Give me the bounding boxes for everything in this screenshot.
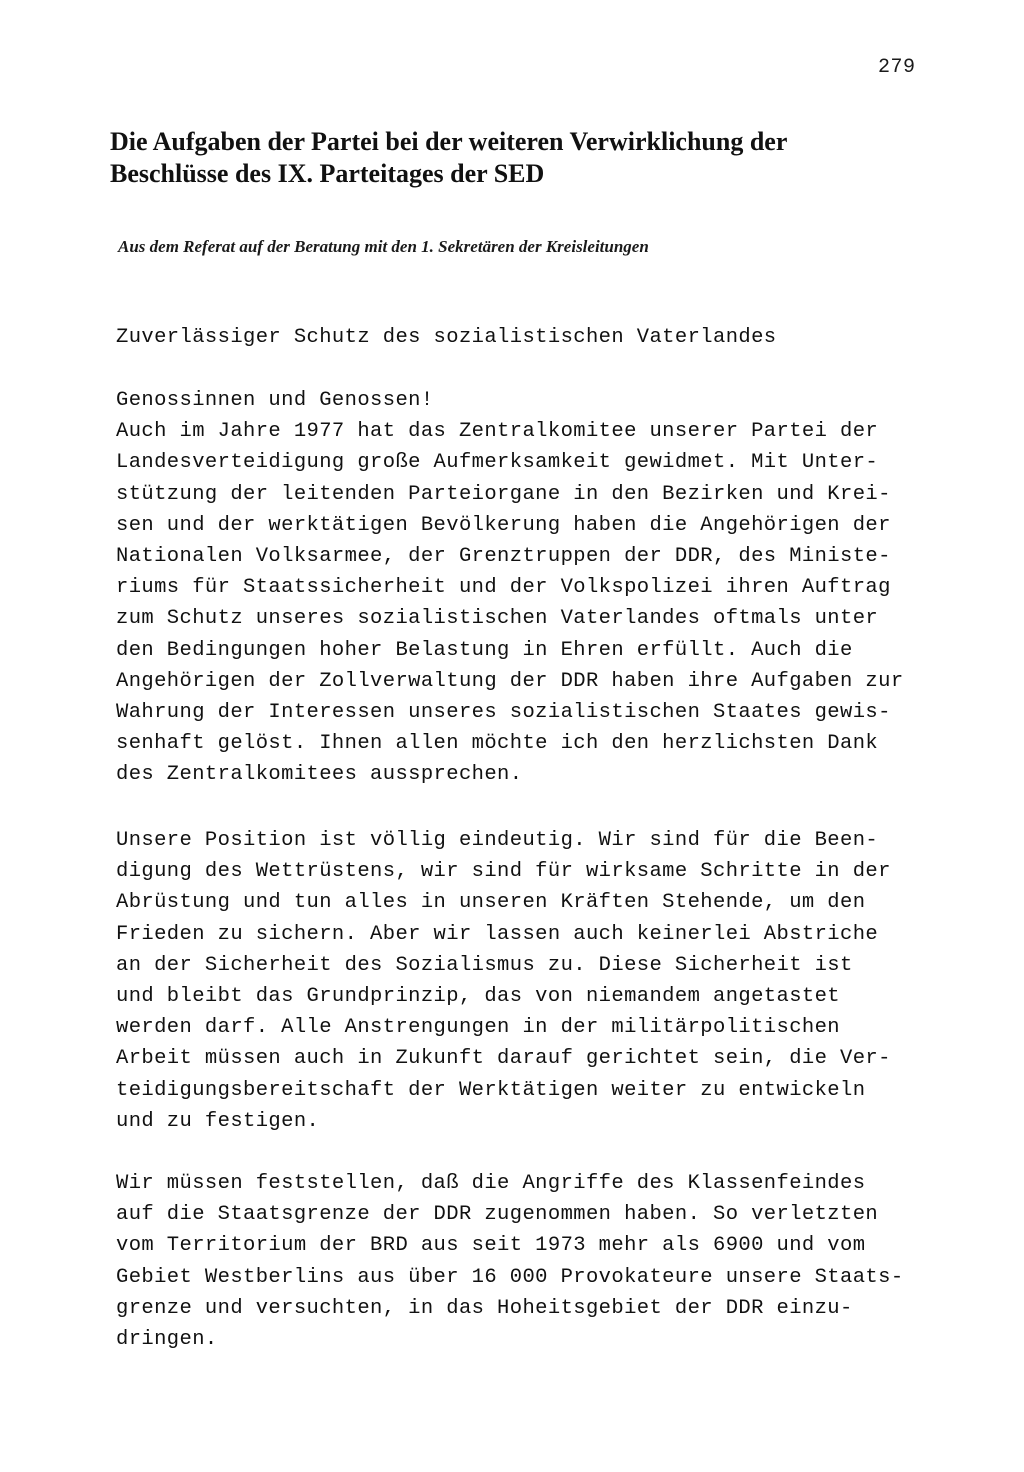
text-line: riums für Staatssicherheit und der Volkspolizei ihren Auftrag — [116, 576, 891, 600]
chapter-title-line: Die Aufgaben der Partei bei der weiteren Verwirklichung der — [110, 127, 788, 156]
chapter-title-line: Beschlüsse des IX. Parteitages der SED — [110, 159, 545, 188]
text-line: teidigungsbereitschaft der Werktätigen weiter zu entwickeln — [116, 1078, 866, 1102]
text-line: digung des Wettrüstens, wir sind für wirksame Schritte in der — [116, 860, 891, 884]
text-line: Arbeit müssen auch in Zukunft darauf gerichtet sein, die Ver- — [116, 1047, 891, 1071]
text-line: an der Sicherheit des Sozialismus zu. Diese Sicherheit ist — [116, 953, 853, 977]
text-line: Wahrung der Interessen unseres sozialistischen Staates gewis- — [116, 700, 891, 724]
text-line: Nationalen Volksarmee, der Grenztruppen der DDR, des Ministe- — [116, 544, 891, 568]
text-line: auf die Staatsgrenze der DDR zugenommen haben. So verletzten — [116, 1203, 879, 1227]
paragraph-2 — [116, 825, 916, 1137]
text-line: Angehörigen der Zollverwaltung der DDR haben ihre Aufgaben zur — [116, 669, 904, 693]
text-line: Abrüstung und tun alles in unseren Kräften Stehende, um den — [116, 891, 866, 915]
page-number: 279 — [878, 56, 916, 79]
text-line: Wir müssen feststellen, daß die Angriffe des Klassenfeindes — [116, 1172, 866, 1195]
paragraph-3 — [116, 1168, 916, 1355]
text-line: Auch im Jahre 1977 hat das Zentralkomitee unserer Partei der — [116, 420, 879, 444]
text-line: stützung der leitenden Parteiorgane in den Bezirken und Krei- — [116, 482, 891, 506]
text-line: und zu festigen. — [116, 1109, 320, 1133]
paragraph-1 — [116, 385, 916, 790]
text-line: sen und der werktätigen Bevölkerung haben die Angehörigen der — [116, 513, 891, 537]
text-line: und bleibt das Grundprinzip, das von niemandem angetastet — [116, 984, 841, 1008]
text-line: den Bedingungen hoher Belastung in Ehren erfüllt. Auch die — [116, 638, 853, 662]
section-heading-text: Zuverlässiger Schutz des sozialistischen Vaterlandes — [116, 326, 777, 349]
text-line: Genossinnen und Genossen! — [116, 389, 434, 412]
text-line: senhaft gelöst. Ihnen allen möchte ich den herzlichsten Dank — [116, 732, 879, 756]
text-line: Frieden zu sichern. Aber wir lassen auch keinerlei Abstriche — [116, 922, 879, 946]
text-line: Landesverteidigung große Aufmerksamkeit gewidmet. Mit Unter- — [116, 451, 879, 475]
text-line: Gebiet Westberlins aus über 16 000 Provokateure unsere Staats- — [116, 1265, 904, 1289]
chapter-title — [110, 126, 910, 190]
chapter-subtitle: Aus dem Referat auf der Beratung mit den 1. Sekretären der Kreisleitungen — [118, 237, 649, 256]
section-heading — [116, 322, 916, 353]
text-line: des Zentralkomitees aussprechen. — [116, 763, 523, 787]
text-line: vom Territorium der BRD aus seit 1973 mehr als 6900 und vom — [116, 1234, 866, 1258]
text-line: werden darf. Alle Anstrengungen in der militärpolitischen — [116, 1016, 841, 1040]
text-line: dringen. — [116, 1327, 218, 1351]
text-line: zum Schutz unseres sozialistischen Vaterlandes oftmals unter — [116, 607, 879, 631]
text-line: Unsere Position ist völlig eindeutig. Wir sind für die Been- — [116, 829, 879, 852]
text-line: grenze und versuchten, in das Hoheitsgebiet der DDR einzu- — [116, 1296, 853, 1320]
